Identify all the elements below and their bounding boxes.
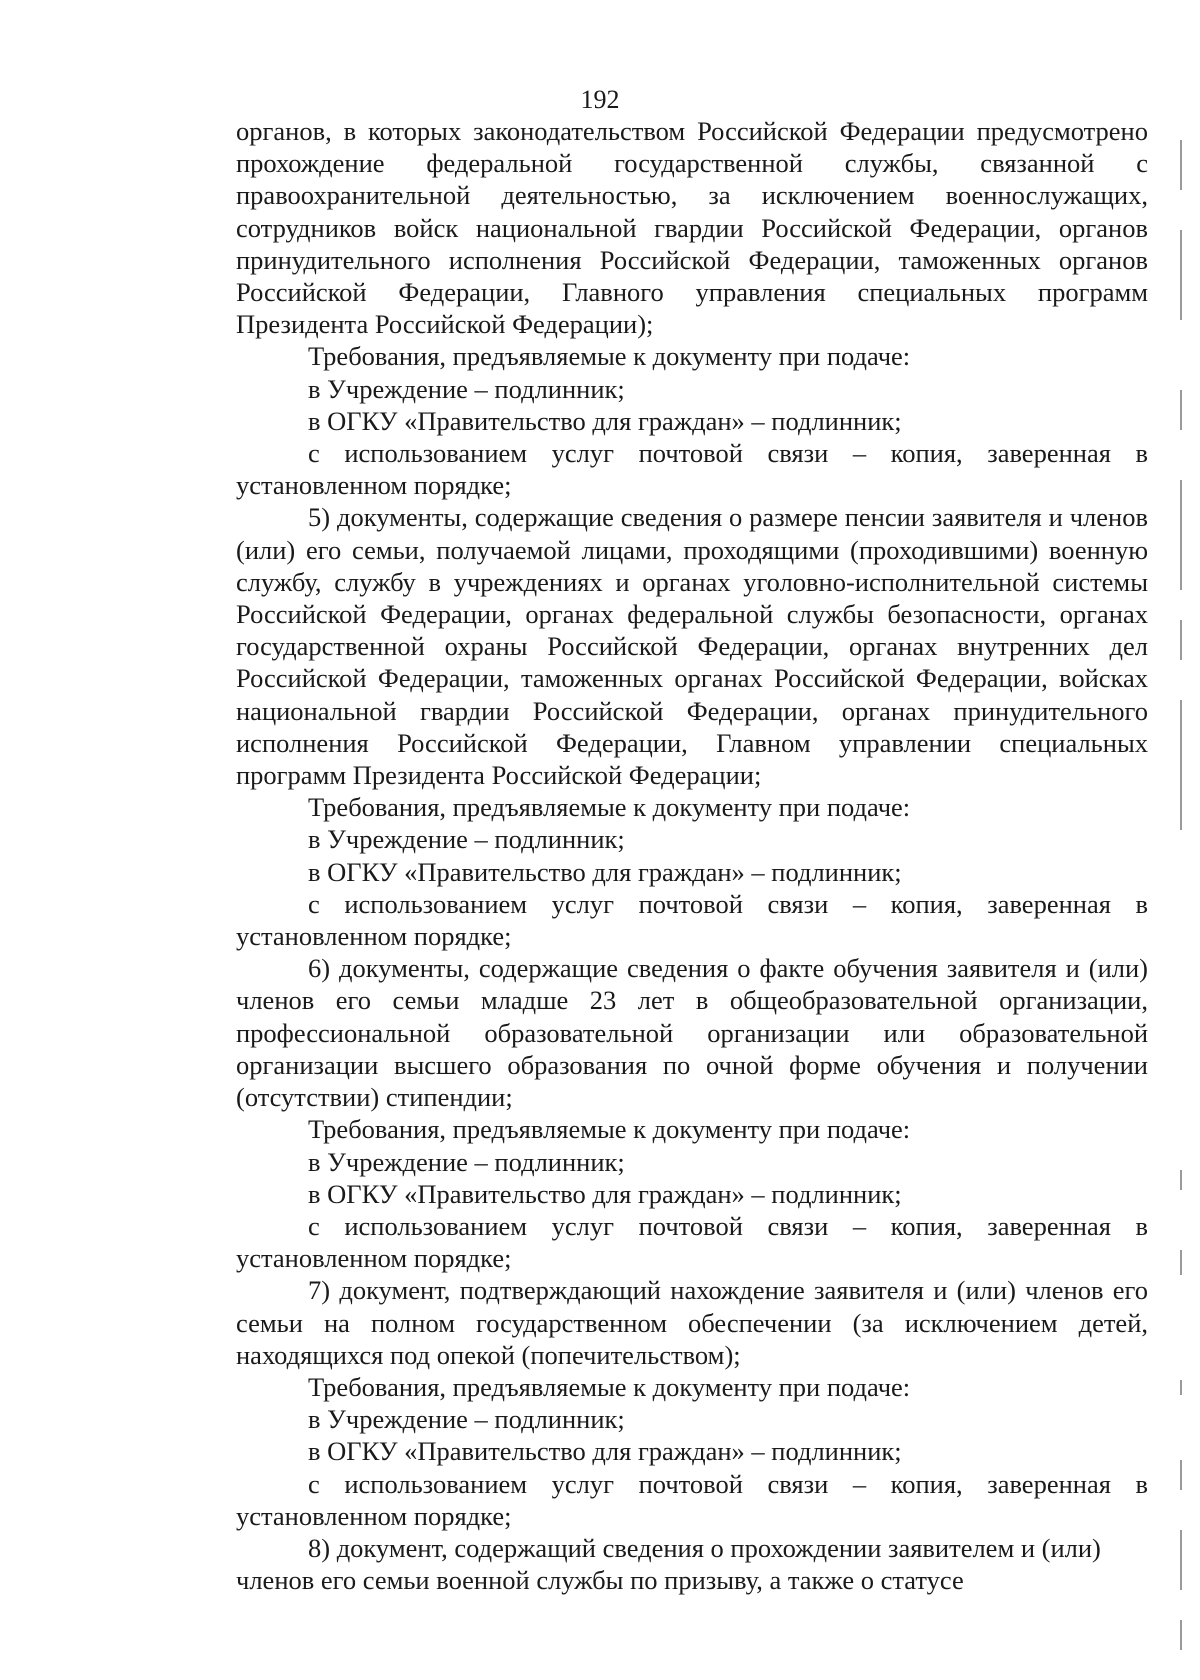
- paragraph: Требования, предъявляемые к документу при подаче:: [308, 1371, 911, 1402]
- paragraph: 7) документ, подтверждающий нахождение заявителя и (или) членов его семьи на полном государственном обеспечении (за исключением детей, находящихся под опекой (попечительством);: [236, 1275, 1148, 1370]
- paragraph: органов, в которых законодательством Российской Федерации предусмотрено прохождение федеральной государственной службы, связанной с правоохранительной деятельностью, за исключением военнослужащих, сотрудников войск национальной гвардии Российской Федерации, органов принудительного исполнения Российской Федерации, таможенных органов Российской Федерации, Главного управления специальных программ Президента Российской Федерации);: [236, 116, 1148, 340]
- paragraph: с использованием услуг почтовой связи – копия, заверенная в установленном порядке;: [236, 1468, 1148, 1531]
- paragraph: в Учреждение – подлинник;: [308, 1146, 625, 1177]
- paragraph: 5) документы, содержащие сведения о размере пенсии заявителя и членов (или) его семьи, получаемой лицами, проходящими (проходившими) военную службу, службу в учреждениях и органах уголовно-исполнительной системы Российской Федерации, органах федеральной службы безопасности, органах государственной охраны Российской Федерации, органах внутренних дел Российской Федерации, таможенных органах Российской Федерации, войсках национальной гвардии Российской Федерации, органах принудительного исполнения Российской Федерации, Главном управлении специальных программ Президента Российской Федерации;: [236, 502, 1148, 791]
- paragraph: с использованием услуг почтовой связи – копия, заверенная в установленном порядке;: [236, 438, 1148, 501]
- paragraph: в Учреждение – подлинник;: [308, 1404, 625, 1435]
- page-number: 192: [580, 85, 620, 114]
- paragraph: с использованием услуг почтовой связи – копия, заверенная в установленном порядке;: [236, 1210, 1148, 1274]
- paragraph: в ОГКУ «Правительство для граждан» – подлинник;: [308, 405, 902, 436]
- paragraph: в ОГКУ «Правительство для граждан» – подлинник;: [308, 1178, 902, 1209]
- paragraph: в Учреждение – подлинник;: [308, 373, 625, 404]
- scan-edge-marks: [1178, 60, 1184, 1660]
- paragraph: с использованием услуг почтовой связи – копия, заверенная в установленном порядке;: [236, 888, 1148, 952]
- paragraph: 8) документ, содержащий сведения о прохождении заявителем и (или) членов его семьи военной службы по призыву, а также о статусе: [236, 1532, 1101, 1596]
- paragraph: Требования, предъявляемые к документу при подаче:: [308, 341, 911, 372]
- paragraph: в ОГКУ «Правительство для граждан» – подлинник;: [308, 856, 902, 887]
- paragraph: в ОГКУ «Правительство для граждан» – подлинник;: [308, 1436, 902, 1467]
- paragraph: в Учреждение – подлинник;: [308, 824, 625, 855]
- paragraph: Требования, предъявляемые к документу при подаче:: [308, 792, 911, 823]
- paragraph: Требования, предъявляемые к документу при подаче:: [308, 1114, 911, 1145]
- document-body: [236, 115, 1148, 1596]
- paragraph: 6) документы, содержащие сведения о факте обучения заявителя и (или) членов его семьи младше 23 лет в общеобразовательной организации, профессиональной образовательной организации или образовательной организации высшего образования по очной форме обучения и получении (отсутствии) стипендии;: [236, 953, 1148, 1113]
